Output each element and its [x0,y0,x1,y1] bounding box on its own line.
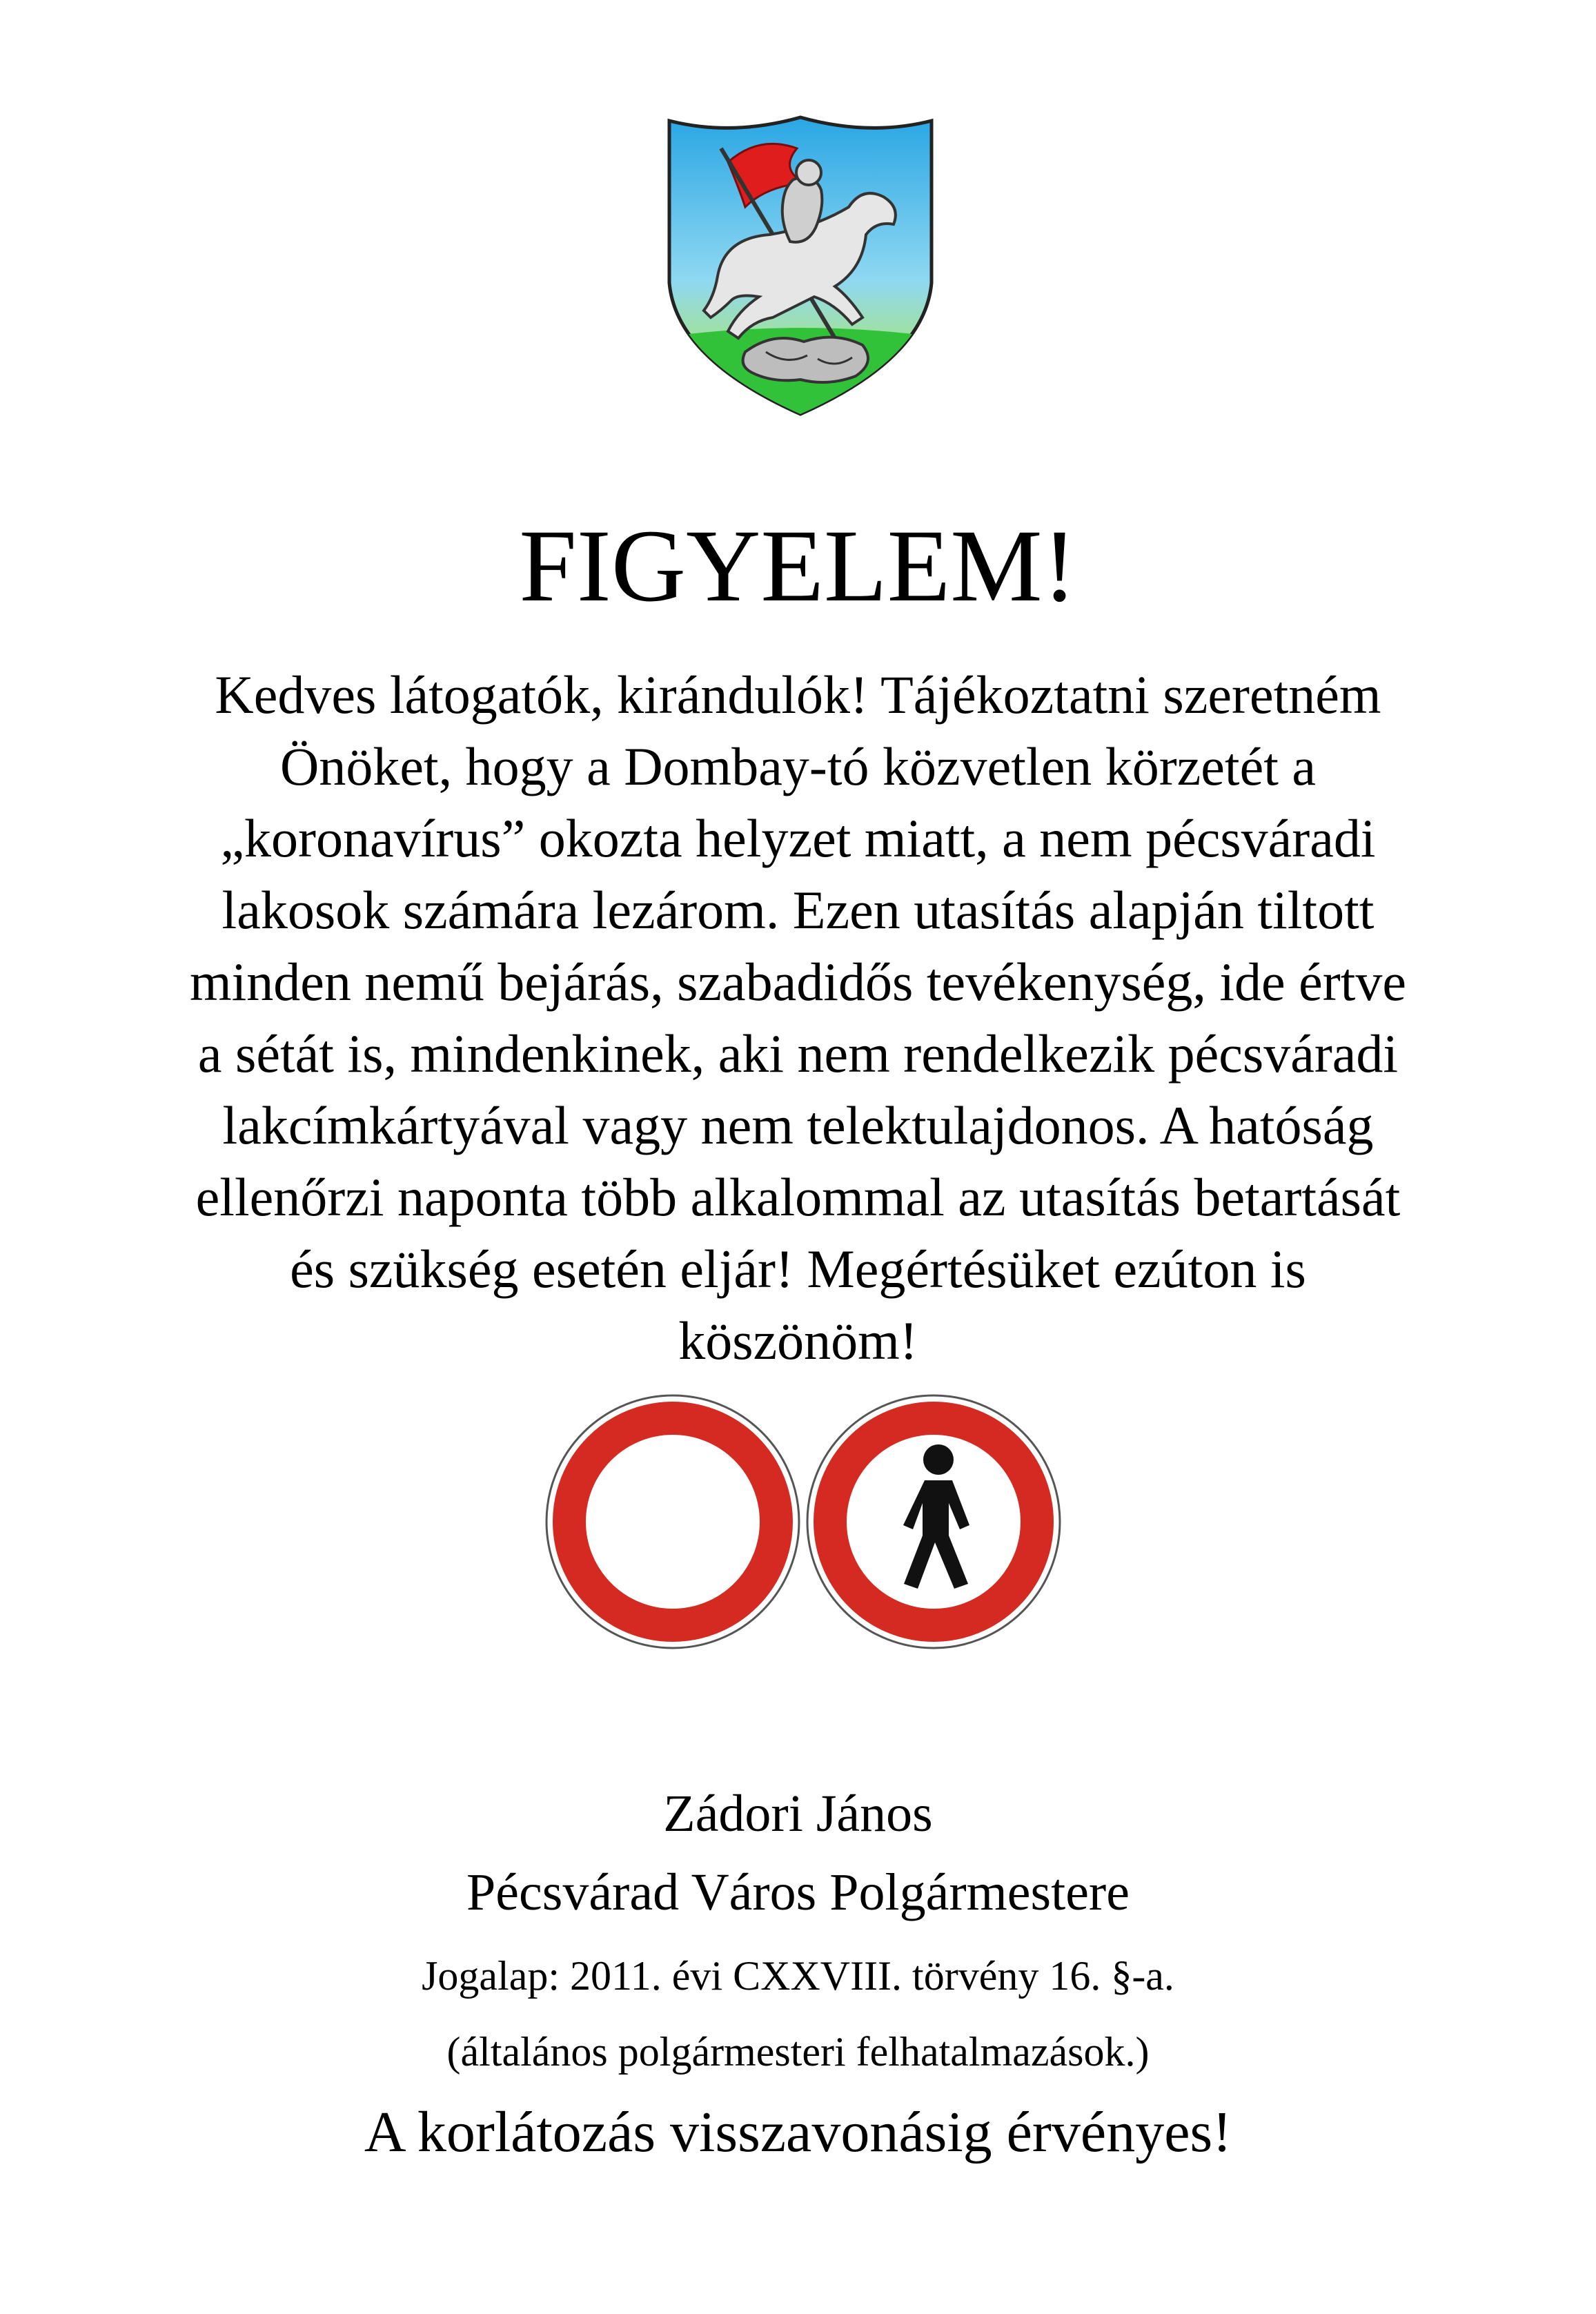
notice-line: a sétát is, mindenkinek, aki nem rendelkezik pécsváradi [197,1023,1399,1084]
coat-of-arms-logo [656,110,945,421]
traffic-signs [542,1387,1066,1656]
notice-line: minden nemű bejárás, szabadidős tevékenység, ide értve [189,952,1407,1012]
no-entry-sign-icon [546,1395,799,1648]
signatory-name: Zádori János [663,1785,933,1843]
notice-line: „koronavírus” okozta helyzet miatt, a nem pécsváradi [220,808,1376,868]
notice-line: lakcímkártyával vagy nem telektulajdonos. A hatóság [222,1095,1374,1155]
validity-notice: A korlátozás visszavonásig érvényes! [364,2100,1232,2164]
notice-line: lakosok számára lezárom. Ezen utasítás alapján tiltott [221,880,1375,940]
notice-line: és szükség esetén eljár! Megértésüket ezúton is [290,1239,1306,1299]
page-title: FIGYELEM! [519,509,1077,623]
legal-note: (általános polgármesteri felhatalmazások.) [446,2029,1150,2075]
notice-line: Önöket, hogy a Dombay-tó közvetlen körzetét a [279,736,1316,796]
notice-line: köszönöm! [678,1311,918,1371]
signatory-role: Pécsvárad Város Polgármestere [466,1863,1130,1921]
notice-line: ellenőrzi naponta több alkalommal az utasítás betartását [195,1167,1401,1227]
notice-body [138,659,1458,1377]
legal-basis: Jogalap: 2011. évi CXXVIII. törvény 16. §-a. [422,1953,1174,1999]
notice-line: Kedves látogatók, kirándulók! Tájékoztatni szeretném [215,665,1381,725]
no-pedestrians-sign-icon [807,1395,1060,1648]
